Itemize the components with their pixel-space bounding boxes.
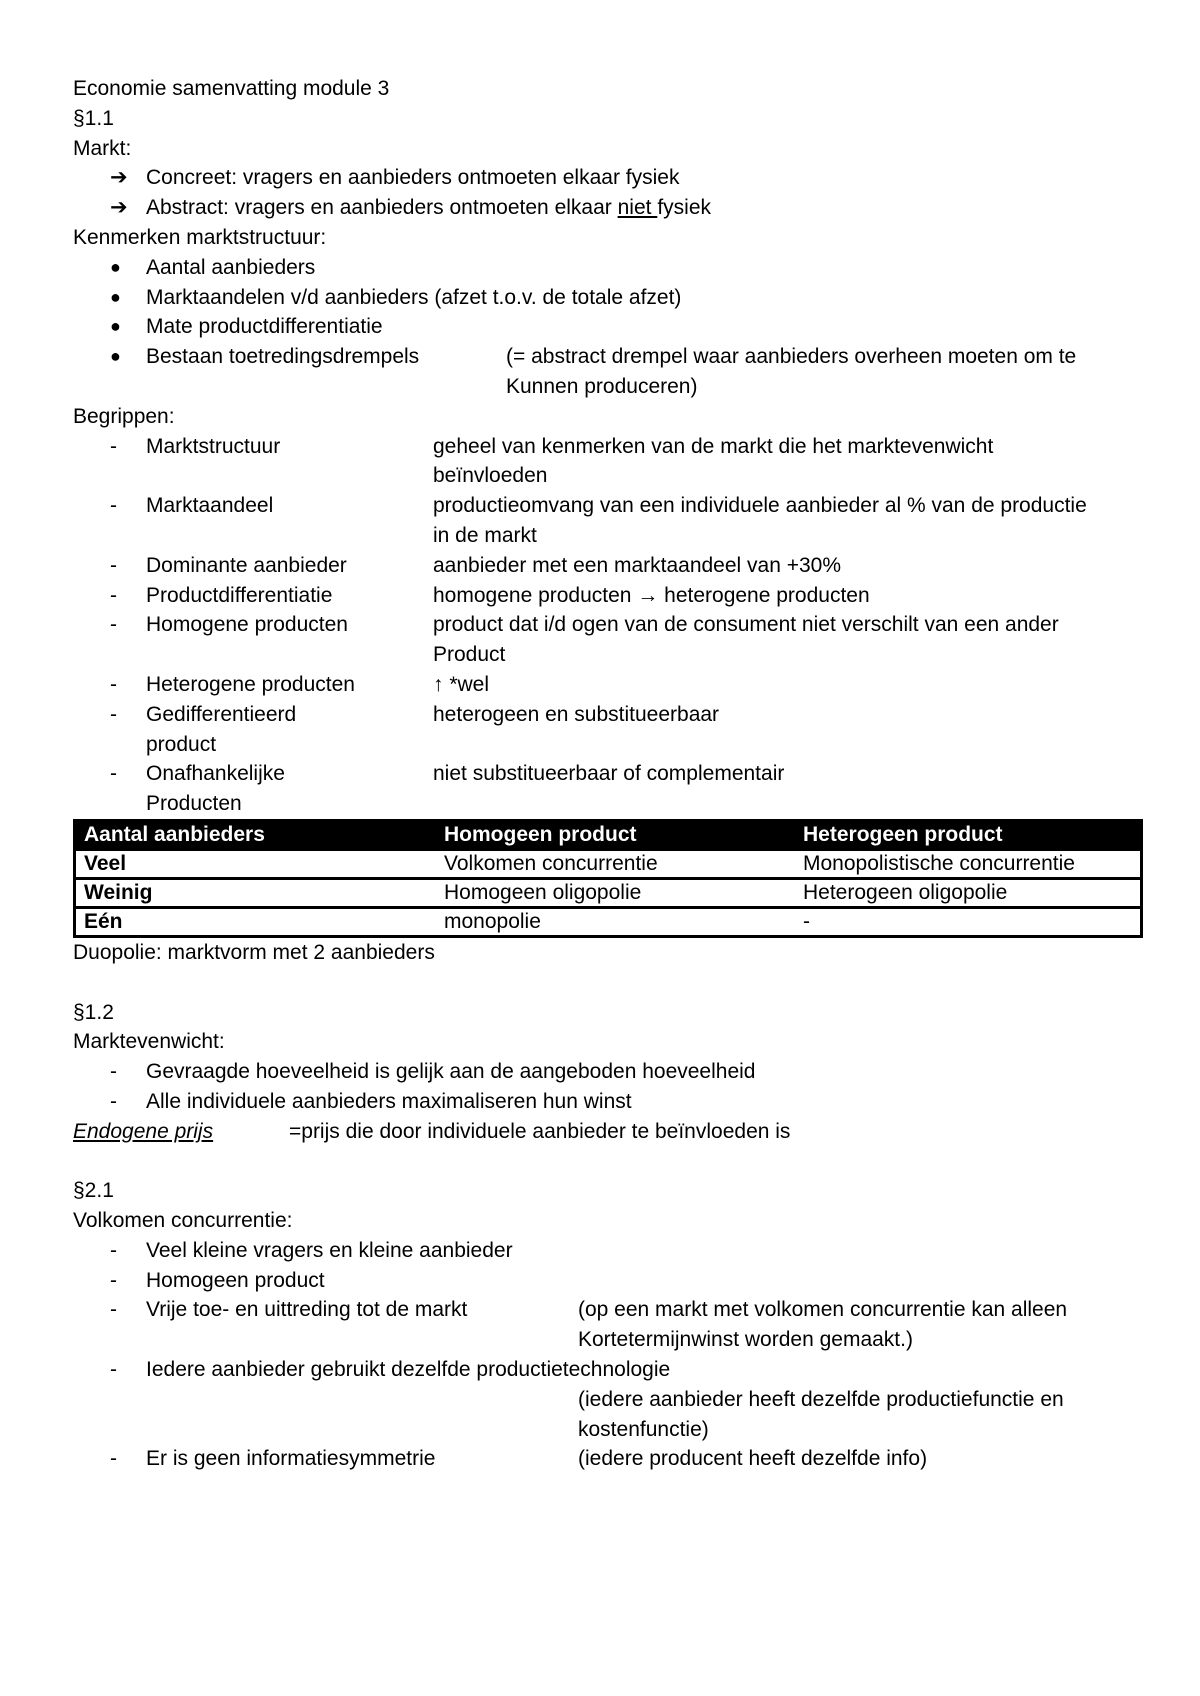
dash-marker: - xyxy=(110,1238,117,1262)
marktevenwicht-text: Alle individuele aanbieders maximaliseren hun winst xyxy=(146,1089,632,1113)
marktevenwicht-item xyxy=(73,1057,1143,1087)
markt-item-text: Abstract: vragers en aanbieders ontmoeten elkaar xyxy=(146,196,618,220)
dash-marker: - xyxy=(110,1358,117,1382)
dash-marker: - xyxy=(110,702,117,726)
begrip-definition: geheel van kenmerken van de markt die het marktevenwicht xyxy=(433,434,994,458)
dash-marker: - xyxy=(110,613,117,637)
volkomen-text: Homogeen product xyxy=(146,1268,325,1292)
kenmerk-item xyxy=(73,342,1143,372)
table-cell: Volkomen concurrentie xyxy=(436,849,795,878)
begrip-row xyxy=(73,491,1143,521)
table-header-cell: Homogeen product xyxy=(436,820,795,849)
begrip-definition: homogene producten → heterogene producten xyxy=(433,583,870,607)
begrip-term: Marktstructuur xyxy=(146,434,281,458)
volkomen-item xyxy=(73,1236,1143,1266)
volkomen-item xyxy=(73,1355,1143,1385)
markt-item-text: Concreet: vragers en aanbieders ontmoeten elkaar fysiek xyxy=(146,166,680,190)
begrip-term: product xyxy=(146,732,217,756)
volkomen-text: Veel kleine vragers en kleine aanbieder xyxy=(146,1238,513,1262)
begrip-definition: niet substitueerbaar of complementair xyxy=(433,762,785,786)
table-cell: Homogeen oligopolie xyxy=(436,878,795,907)
begrip-definition: aanbieder met een marktaandeel van +30% xyxy=(433,553,842,577)
kenmerken-label: Kenmerken marktstructuur: xyxy=(73,225,327,249)
begrip-row xyxy=(73,551,1143,581)
dash-marker: - xyxy=(110,672,117,696)
toetreding-note: (= abstract drempel waar aanbieders overheen moeten om te xyxy=(506,345,1077,369)
marktevenwicht-text: Gevraagde hoeveelheid is gelijk aan de aangeboden hoeveelheid xyxy=(146,1060,756,1084)
kenmerk-text: Mate productdifferentiatie xyxy=(146,315,383,339)
marktevenwicht-item xyxy=(73,1087,1143,1117)
begrip-definition: Product xyxy=(433,643,506,667)
begrip-term: Dominante aanbieder xyxy=(146,553,347,577)
begrip-term: Productdifferentiatie xyxy=(146,583,333,607)
table-cell: Veel xyxy=(75,849,437,878)
begrip-term: Onafhankelijke xyxy=(146,762,285,786)
dash-marker: - xyxy=(110,434,117,458)
arrow-right-icon: ➔ xyxy=(110,196,128,220)
begrip-definition: product dat i/d ogen van de consument niet verschilt van een ander xyxy=(433,613,1059,637)
arrow-right-icon: ➔ xyxy=(110,166,128,190)
begrip-term: Marktaandeel xyxy=(146,494,274,518)
volkomen-text: Er is geen informatiesymmetrie xyxy=(146,1447,436,1471)
kenmerk-item xyxy=(73,312,1143,342)
begrip-definition: heterogeen en substitueerbaar xyxy=(433,702,720,726)
dash-marker: - xyxy=(110,1089,117,1113)
dash-marker: - xyxy=(110,553,117,577)
bullet-icon: ● xyxy=(110,256,121,277)
document-title: Economie samenvatting module 3 xyxy=(73,77,390,100)
begrip-term: Homogene producten xyxy=(146,613,348,637)
begrip-definition: beïnvloeden xyxy=(433,464,548,488)
begrip-row xyxy=(73,700,1143,730)
volkomen-text: Vrije toe- en uittreding tot de markt xyxy=(146,1298,468,1322)
table-row xyxy=(75,878,1142,907)
markt-item-concreet xyxy=(73,163,1143,193)
volkomen-note: (iedere aanbieder heeft dezelfde productiefunctie en xyxy=(578,1387,1064,1411)
table-cell: Eén xyxy=(75,907,437,936)
dash-marker: - xyxy=(110,1298,117,1322)
markt-item-abstract xyxy=(73,193,1143,223)
endogene-definition: =prijs die door individuele aanbieder te beïnvloeden is xyxy=(289,1119,791,1143)
begrip-row xyxy=(73,432,1143,462)
begrip-row xyxy=(73,581,1143,611)
markt-item-text-end: fysiek xyxy=(657,196,711,220)
bullet-icon: ● xyxy=(110,286,121,307)
toetreding-note: Kunnen produceren) xyxy=(506,374,698,398)
volkomen-item xyxy=(73,1295,1143,1325)
spacer xyxy=(73,968,1143,998)
dash-marker: - xyxy=(110,1447,117,1471)
table-cell: monopolie xyxy=(436,907,795,936)
table-cell: Weinig xyxy=(75,878,437,907)
volkomen-note: kostenfunctie) xyxy=(578,1417,709,1441)
begrip-row-cont xyxy=(73,640,1143,670)
volkomen-note-cont xyxy=(73,1385,1143,1415)
table-cell: - xyxy=(795,907,1142,936)
dash-marker: - xyxy=(110,494,117,518)
toetreding-note-cont xyxy=(73,372,1143,402)
volkomen-note: Kortetermijnwinst worden gemaakt.) xyxy=(578,1328,913,1352)
duopolie-line: Duopolie: marktvorm met 2 aanbieders xyxy=(73,940,435,964)
section-1-1-heading: §1.1 xyxy=(73,106,114,130)
kenmerk-item xyxy=(73,283,1143,313)
begrippen-label: Begrippen: xyxy=(73,404,175,428)
table-header-cell: Heterogeen product xyxy=(795,820,1142,849)
volkomen-item xyxy=(73,1444,1143,1474)
table-header-cell: Aantal aanbieders xyxy=(75,820,437,849)
volkomen-label: Volkomen concurrentie: xyxy=(73,1209,293,1233)
begrip-row xyxy=(73,610,1143,640)
dash-marker: - xyxy=(110,583,117,607)
volkomen-note-cont xyxy=(73,1415,1143,1445)
begrip-definition: in de markt xyxy=(433,523,537,547)
begrip-term: Heterogene producten xyxy=(146,672,355,696)
volkomen-note: (op een markt met volkomen concurrentie kan alleen xyxy=(578,1298,1068,1322)
document-page xyxy=(73,74,1143,1474)
kenmerk-text: Aantal aanbieders xyxy=(146,255,316,279)
underlined-word: niet xyxy=(617,196,658,220)
begrip-row-cont xyxy=(73,461,1143,491)
table-header-row xyxy=(75,820,1142,849)
section-1-2-heading: §1.2 xyxy=(73,1000,114,1024)
dash-marker: - xyxy=(110,762,117,786)
volkomen-item xyxy=(73,1266,1143,1296)
begrip-row xyxy=(73,670,1143,700)
begrip-definition: ↑ *wel xyxy=(433,672,490,696)
volkomen-text: Iedere aanbieder gebruikt dezelfde productietechnologie xyxy=(146,1358,671,1382)
dash-marker: - xyxy=(110,1060,117,1084)
volkomen-note: (iedere producent heeft dezelfde info) xyxy=(578,1447,928,1471)
begrip-row-cont xyxy=(73,521,1143,551)
begrip-row-cont xyxy=(73,730,1143,760)
kenmerk-item xyxy=(73,253,1143,283)
marktevenwicht-label: Marktevenwicht: xyxy=(73,1030,225,1054)
begrip-term: Producten xyxy=(146,792,242,816)
table-row xyxy=(75,849,1142,878)
kenmerk-text: Marktaandelen v/d aanbieders (afzet t.o.v. de totale afzet) xyxy=(146,285,682,309)
begrip-term: Gedifferentieerd xyxy=(146,702,297,726)
endogene-term: Endogene prijs xyxy=(73,1119,214,1143)
section-2-1-heading: §2.1 xyxy=(73,1179,114,1203)
dash-marker: - xyxy=(110,1268,117,1292)
table-cell: Monopolistische concurrentie xyxy=(795,849,1142,878)
kenmerk-text: Bestaan toetredingsdrempels xyxy=(146,345,420,369)
endogene-prijs-line xyxy=(73,1117,1143,1147)
begrip-definition: productieomvang van een individuele aanbieder al % van de productie xyxy=(433,494,1087,518)
bullet-icon: ● xyxy=(110,346,121,367)
marktvormen-table xyxy=(73,819,1143,938)
spacer xyxy=(73,1147,1143,1177)
volkomen-note-cont xyxy=(73,1325,1143,1355)
table-cell: Heterogeen oligopolie xyxy=(795,878,1142,907)
begrip-row-cont xyxy=(73,789,1143,819)
table-row xyxy=(75,907,1142,936)
bullet-icon: ● xyxy=(110,316,121,337)
markt-label: Markt: xyxy=(73,136,132,160)
begrip-row xyxy=(73,759,1143,789)
